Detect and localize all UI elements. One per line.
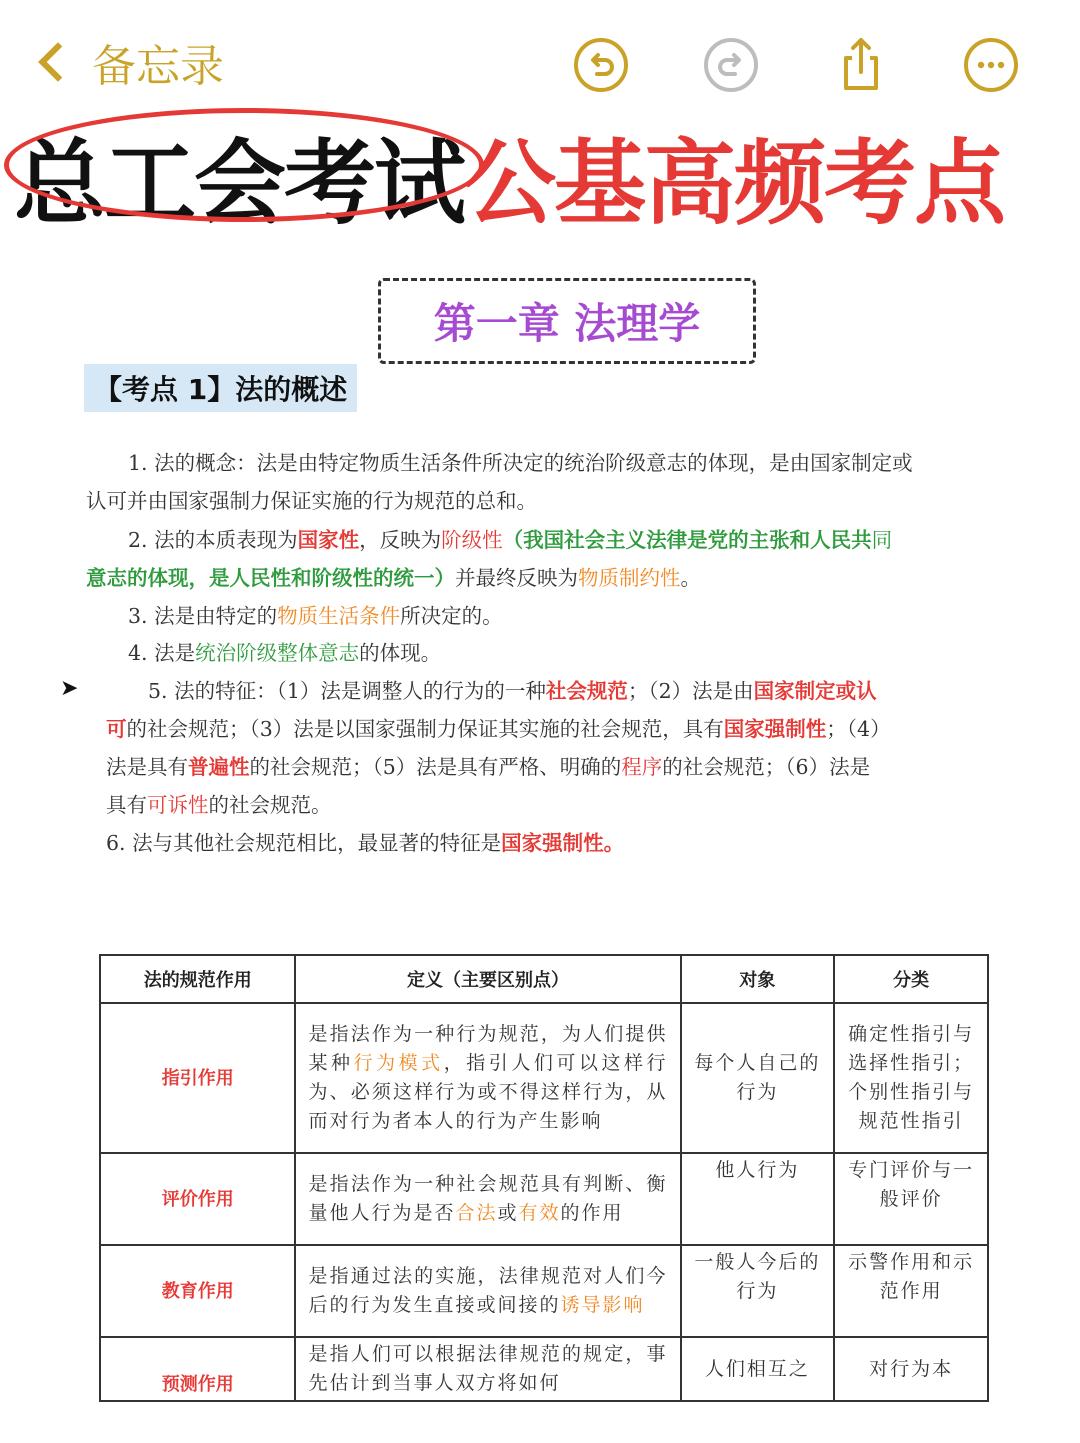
back-button[interactable] [30,30,224,94]
paragraph-6 [106,826,624,856]
function-definition [295,1245,680,1337]
highlight: 物质制约性 [578,566,681,590]
paragraph-5-line-2 [106,712,891,742]
highlight: 程序 [621,755,663,779]
share-icon [832,36,890,94]
highlight: 可诉性 [147,793,209,817]
table-row [100,1245,988,1337]
bullet-arrow-icon: ➤ [60,676,79,701]
paragraph-2-line-2 [86,561,701,591]
highlight: 国家制定或认 [753,679,877,703]
text: 或 [497,1202,519,1224]
text: 的社会规范；（5）法是具有严格、明确的 [249,755,622,779]
highlight: 阶级性 [441,528,503,552]
text: 法是具有 [106,755,188,779]
table-row [100,1153,988,1245]
paragraph-3 [128,599,503,629]
function-classification: 对行为本 [834,1337,988,1401]
text: 具有 [106,793,147,817]
undo-button[interactable] [572,36,630,94]
chapter-title: 第一章 法理学 [378,278,756,364]
table-header-row [100,955,988,1003]
text: 的作用 [560,1202,624,1224]
share-button[interactable] [832,36,890,94]
text: 的体现。 [359,641,442,665]
text: 所决定的。 [400,604,503,628]
table-header: 定义（主要区别点） [295,955,680,1003]
redo-icon [702,36,760,94]
function-classification: 示警作用和示范作用 [834,1245,988,1337]
paragraph-1-line-2: 认可并由国家强制力保证实施的行为规范的总和。 [86,489,537,513]
paragraph-1-line-1: 1. 法的概念：法是由特定物质生活条件所决定的统治阶级意志的体现，是由国家制定或 [128,451,913,475]
toolbar [572,36,1020,94]
highlight: 意志的体现，是人民性和阶级性的统一） [86,566,455,590]
highlight: 国家强制性。 [501,831,625,855]
headline-part2: 公基高频考点 [464,133,1005,235]
highlight: 行为模式 [353,1052,444,1074]
highlight: 统治阶级整体意志 [195,641,360,665]
text: 的社会规范。 [208,793,332,817]
function-name: 指引作用 [100,1003,295,1153]
text: 并最终反映为 [455,566,578,590]
highlight: （我国社会主义法律是党的主张和人民共 [502,528,872,552]
function-object: 一般人今后的行为 [681,1245,835,1337]
norm-function-table [99,954,989,1402]
text: 的社会规范；（6）法是 [662,755,871,779]
function-object: 他人行为 [681,1153,835,1245]
more-button[interactable] [962,36,1020,94]
section-title: 【考点 1】法的概述 [84,364,357,412]
paragraph-5-line-3 [106,750,870,780]
function-object: 每个人自己的行为 [681,1003,835,1153]
text: 的社会规范；（3）法是以国家强制力保证其实施的社会规范，具有 [126,717,724,741]
headline-part1-wrap [14,110,464,242]
function-name: 教育作用 [100,1245,295,1337]
text: 4. 法是 [128,641,196,665]
text: 3. 法是由特定的 [128,604,278,628]
text: 是指法作为一种社会规范具有判断、衡量他人行为是否 [308,1173,668,1224]
highlight: 社会规范 [545,679,628,703]
highlight: 国家强制性 [723,717,827,741]
highlight: 国家性 [297,528,360,552]
redo-button[interactable] [702,36,760,94]
table-row [100,1337,988,1401]
table-header: 分类 [834,955,988,1003]
text: 6. 法与其他社会规范相比，最显著的特征是 [106,831,502,855]
function-object: 人们相互之 [681,1337,835,1401]
highlight: 有效 [518,1202,561,1224]
text: 是指人们可以根据法律规范的规定，事先估计到当事人双方将如何 [308,1343,668,1394]
highlight: 普遍性 [188,755,250,779]
text: 是指通过法的实施，法律规范对人们今后的行为发生直接或间接的 [308,1265,668,1316]
highlight: 可 [106,717,127,741]
back-label: 备忘录 [92,41,224,92]
function-definition [295,1153,680,1245]
function-classification: 确定性指引与选择性指引；个别性指引与规范性指引 [834,1003,988,1153]
paragraph-5-line-1 [148,674,877,704]
text: ，指引人们可以这样行为、必须这样行为或不得这样行为，从而对行为者本人的行为产生影响 [308,1052,668,1132]
undo-icon [572,36,630,94]
function-definition [295,1003,680,1153]
text: ，反映为 [359,528,442,552]
note-headline [14,110,1004,242]
paragraph-2-line-1 [128,523,892,553]
table-header: 对象 [681,955,835,1003]
function-definition [295,1337,680,1401]
function-classification: 专门评价与一般评价 [834,1153,988,1245]
highlight: 合法 [455,1202,498,1224]
highlight: 同 [871,528,893,552]
highlight: 物质生活条件 [277,604,401,628]
table-header: 法的规范作用 [100,955,295,1003]
table-row [100,1003,988,1153]
chevron-left-icon [38,42,78,82]
text: 2. 法的本质表现为 [128,528,298,552]
text: 5. 法的特征：（1）法是调整人的行为的一种 [148,679,546,703]
function-name: 评价作用 [100,1153,295,1245]
paragraph-4 [128,636,441,666]
text: 。 [680,566,701,590]
highlight: 诱导影响 [560,1294,645,1316]
paragraph-5-line-4 [106,788,332,818]
text: ；（4） [826,717,891,741]
more-icon [962,36,1020,94]
text: ；（2）法是由 [627,679,754,703]
headline-part1: 总工会考试 [14,133,465,235]
text: 是指法作为一种行为规范，为人们提供某种 [308,1023,668,1074]
function-name: 预测作用 [100,1337,295,1401]
